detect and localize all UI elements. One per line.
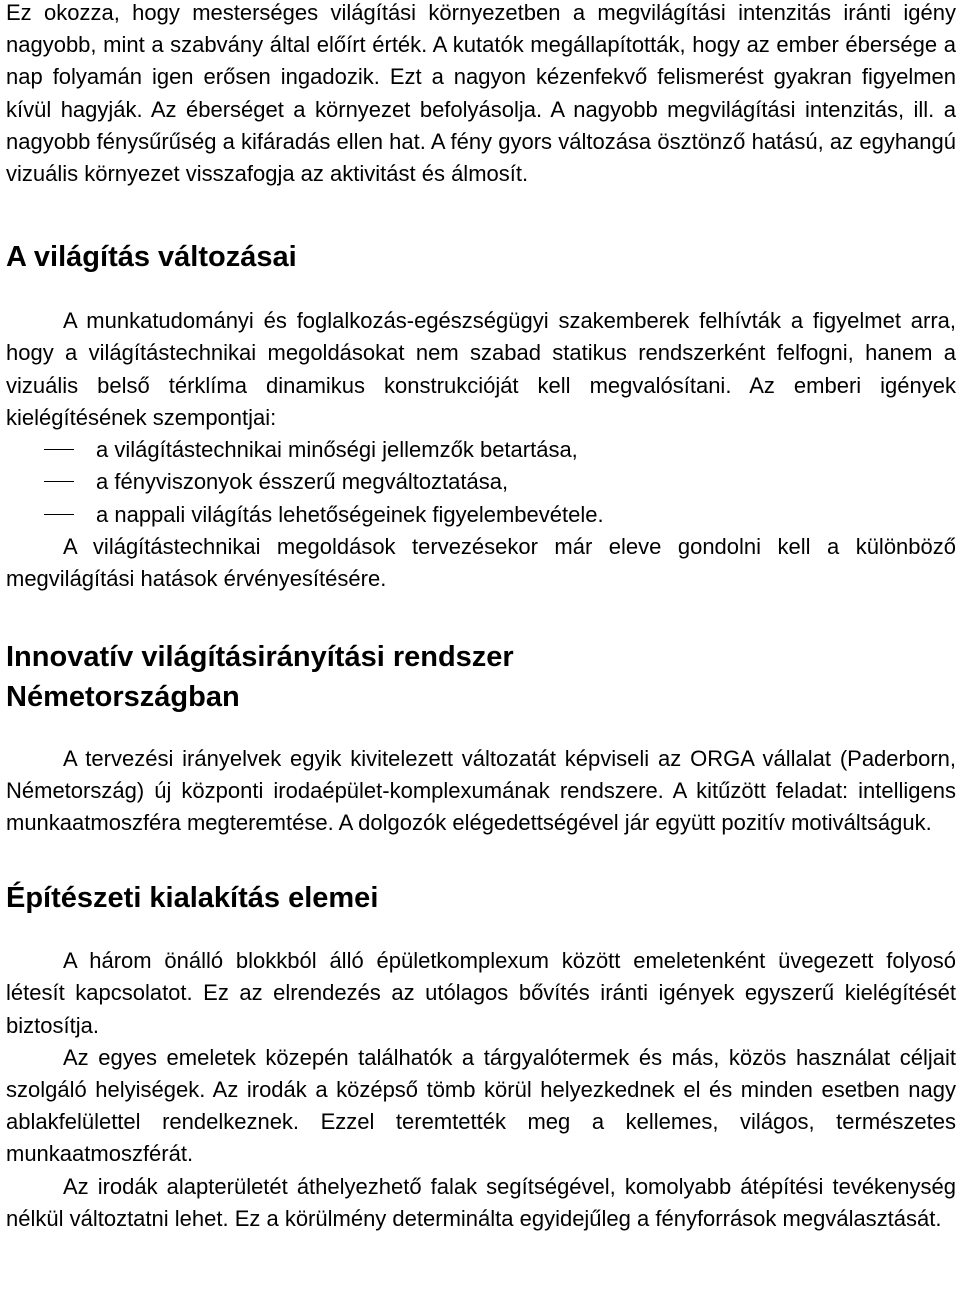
list-item-text: a nappali világítás lehetőségeinek figyelembevétele. (96, 501, 604, 527)
list-item (6, 466, 956, 498)
lighting-changes-paragraph: A munkatudományi és foglalkozás-egészségügyi szakemberek felhívták a figyelmet arra, hogy a világítástechnikai megoldásokat nem szabad statikus rendszerként felfogni, hanem a vizuális belső térklíma dinamikus konstrukcióját kell megvalósítani. Az emberi igények kielégítésének szempontjai: (6, 308, 956, 430)
list-item (6, 434, 956, 466)
list-item-text: a fényviszonyok ésszerű megváltoztatása, (96, 469, 509, 495)
architecture-paragraph: Az egyes emeletek közepén találhatók a tárgyalótermek és más, közös használat céljait szolgáló helyiségek. Az irodák a középső tömb körül helyezkednek el és minden esetben nagy ablakfelülettel rendelkeznek. Ezzel teremtették meg a kellemes, világos, természetes munkaatmoszférát. (6, 1044, 956, 1167)
heading-line-2: Németországban (6, 680, 240, 713)
list-item-text: a világítástechnikai minőségi jellemzők betartása, (96, 437, 578, 463)
dash-bullet-icon (44, 499, 74, 531)
lighting-changes-closing: A világítástechnikai megoldások tervezésekor már eleve gondolni kell a különböző megvilágítási hatások érvényesítésére. (6, 534, 956, 592)
architecture-paragraph: A három önálló blokkból álló épületkomplexum között emeletenként üvegezett folyosó létesít kapcsolatot. Ez az elrendezés az utólagos bővítés iránti igények egyszerű kielégítését biztosítja. (6, 948, 956, 1038)
innovative-system-paragraph: A tervezési irányelvek egyik kivitelezett változatát képviseli az ORGA vállalat (Paderborn, Németország) új központi irodaépület-komplexumának rendszere. A kitűzött feladat: intelligens munkaatmoszféra megteremtése. A dolgozók elégedettségével jár együtt pozitív motiváltságuk. (6, 745, 956, 836)
heading-line-1: Innovatív világításirányítási rendszer (6, 640, 514, 673)
dash-bullet-icon (44, 466, 74, 498)
dash-bullet-icon (44, 434, 74, 466)
requirements-list (6, 434, 956, 531)
document-page (6, 0, 956, 1235)
architecture-paragraph: Az irodák alapterületét áthelyezhető falak segítségével, komolyabb átépítési tevékenység nélkül változtatni lehet. Ez a körülmény determinálta egyidejűleg a fényforrások megválasztását. (6, 1173, 956, 1231)
list-item (6, 499, 956, 531)
section-heading-lighting-changes: A világítás változásai (6, 241, 297, 274)
intro-paragraph: Ez okozza, hogy mesterséges világítási környezetben a megvilágítási intenzitás iránti igény nagyobb, mint a szabvány által előírt érték. A kutatók megállapították, hogy az ember ébersége a nap folyamán igen erősen ingadozik. Ezt a nagyon kézenfekvő felismerést gyakran figyelmen kívül hagyják. Az éberséget a környezet befolyásolja. A nagyobb megvilágítási intenzitás, ill. a nagyobb fénysűrűség a kifáradás ellen hat. A fény gyors változása ösztönző hatású, az egyhangú vizuális környezet visszafogja az aktivitást és álmosít. (6, 0, 956, 187)
section-heading-architecture: Építészeti kialakítás elemei (6, 882, 379, 915)
section-heading-innovative-system (6, 637, 956, 717)
